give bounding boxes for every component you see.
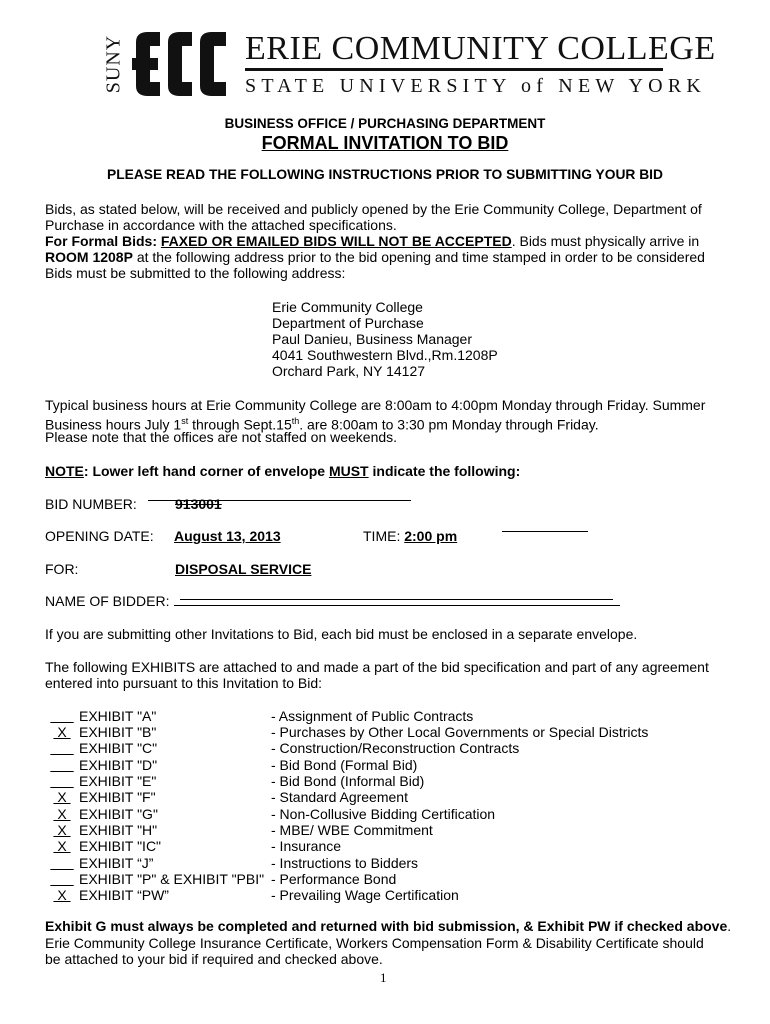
time-field: TIME: 2:00 pm xyxy=(363,528,458,544)
opening-date-label: OPENING DATE: xyxy=(45,528,154,544)
separate-envelope-text: If you are submitting other Invitations to Bid, each bid must be enclosed in a separate envelope. xyxy=(45,626,638,642)
exhibit-desc: - Non-Collusive Bidding Certification xyxy=(271,806,496,822)
exhibit-desc: - Insurance xyxy=(271,838,342,854)
intro-line-3 xyxy=(45,233,699,250)
department-heading: BUSINESS OFFICE / PURCHASING DEPARTMENT xyxy=(224,116,546,131)
opening-date-value: August 13, 2013 xyxy=(174,528,281,544)
hours-line-1: Typical business hours at Erie Community College are 8:00am to 4:00pm Monday through Friday. Summer xyxy=(45,397,706,413)
address-line: 4041 Southwestern Blvd.,Rm.1208P xyxy=(272,347,498,363)
exhibit-desc: - MBE/ WBE Commitment xyxy=(271,822,433,838)
exhibit-desc: - Standard Agreement xyxy=(271,789,408,805)
exhibit-row: X EXHIBIT "F" xyxy=(53,789,156,805)
address-line: Orchard Park, NY 14127 xyxy=(272,363,426,379)
intro-line-5: Bids must be submitted to the following address: xyxy=(45,265,346,281)
exhibit-desc: - Instructions to Bidders xyxy=(271,855,419,871)
exhibit-row: X EXHIBIT "H" xyxy=(53,822,158,838)
formal-bids-label: For Formal Bids: xyxy=(45,233,158,249)
exhibits-intro-line-1: The following EXHIBITS are attached to and made a part of the bid specification and part of any agreement xyxy=(45,659,709,675)
exhibit-row: EXHIBIT “J” xyxy=(79,855,154,871)
college-name: ERIE COMMUNITY COLLEGE xyxy=(245,30,716,67)
exhibit-row: EXHIBIT "P" & EXHIBIT "PBI" xyxy=(79,871,265,887)
footer-bold-line: Exhibit G must always be completed and returned with bid submission, & Exhibit PW if checked above. xyxy=(45,918,732,934)
header-rule xyxy=(245,68,663,71)
exhibit-row: EXHIBIT "A" xyxy=(79,708,157,724)
hours-line-2: Business hours July 1st through Sept.15th. are 8:00am to 3:30 pm Monday through Friday. xyxy=(45,416,599,433)
bidder-line xyxy=(174,605,620,606)
envelope-note: NOTE: Lower left hand corner of envelope MUST indicate the following: xyxy=(45,463,521,479)
intro-line-1: Bids, as stated below, will be received and publicly opened by the Erie Community College, Department of xyxy=(45,201,702,217)
exhibit-desc: - Performance Bond xyxy=(271,871,397,887)
faxed-warning: FAXED OR EMAILED BIDS WILL NOT BE ACCEPTED xyxy=(160,233,512,249)
exhibit-desc: - Bid Bond (Formal Bid) xyxy=(271,757,418,773)
exhibit-desc: - Prevailing Wage Certification xyxy=(271,887,459,903)
page-title: FORMAL INVITATION TO BID xyxy=(261,133,509,153)
footer-line-3: be attached to your bid if required and checked above. xyxy=(45,951,383,967)
ecc-logo-icon xyxy=(128,28,230,100)
exhibit-desc: - Construction/Reconstruction Contracts xyxy=(271,740,520,756)
suny-vertical-label: SUNY xyxy=(102,34,125,94)
address-line: Department of Purchase xyxy=(272,315,424,331)
exhibit-desc: - Purchases by Other Local Governments or Special Districts xyxy=(271,724,649,740)
for-label: FOR: xyxy=(45,561,79,577)
exhibit-row: X EXHIBIT “PW” xyxy=(53,887,169,903)
for-value: DISPOSAL SERVICE xyxy=(175,561,312,577)
formal-rest: . Bids must physically arrive in xyxy=(511,233,700,249)
room-rest: at the following address prior to the bid opening and time stamped in order to be considered xyxy=(132,249,705,265)
room-label: ROOM 1208P xyxy=(45,249,133,265)
exhibit-row: X EXHIBIT "IC" xyxy=(53,838,162,854)
page-number: 1 xyxy=(380,970,387,985)
instruction-heading: PLEASE READ THE FOLLOWING INSTRUCTIONS PRIOR TO SUBMITTING YOUR BID xyxy=(107,167,663,182)
bidder-line-upper xyxy=(180,599,613,600)
footer-line-2: Erie Community College Insurance Certificate, Workers Compensation Form & Disability Certificate should xyxy=(45,935,704,951)
hours-line-3: Please note that the offices are not staffed on weekends. xyxy=(45,429,398,445)
address-line: Paul Danieu, Business Manager xyxy=(272,331,473,347)
bid-number-value: 913001 xyxy=(175,496,222,512)
state-university-line: STATE UNIVERSITY of NEW YORK xyxy=(245,75,707,97)
exhibit-row: EXHIBIT "C" xyxy=(79,740,158,756)
address-line: Erie Community College xyxy=(272,299,423,315)
exhibit-desc: - Bid Bond (Informal Bid) xyxy=(271,773,425,789)
exhibit-row: X EXHIBIT "G" xyxy=(53,806,158,822)
bidder-label: NAME OF BIDDER: xyxy=(45,593,170,609)
intro-line-4 xyxy=(45,249,705,266)
exhibit-row: X EXHIBIT "B" xyxy=(53,724,157,740)
bid-number-label: BID NUMBER: xyxy=(45,496,137,512)
exhibit-row: EXHIBIT "D" xyxy=(79,757,158,773)
time-extra-line xyxy=(502,531,588,532)
exhibit-desc: - Assignment of Public Contracts xyxy=(271,708,474,724)
exhibits-intro-line-2: entered into pursuant to this Invitation to Bid: xyxy=(45,675,323,691)
exhibit-row: EXHIBIT "E" xyxy=(79,773,157,789)
intro-line-2: Purchase in accordance with the attached specifications. xyxy=(45,217,397,233)
